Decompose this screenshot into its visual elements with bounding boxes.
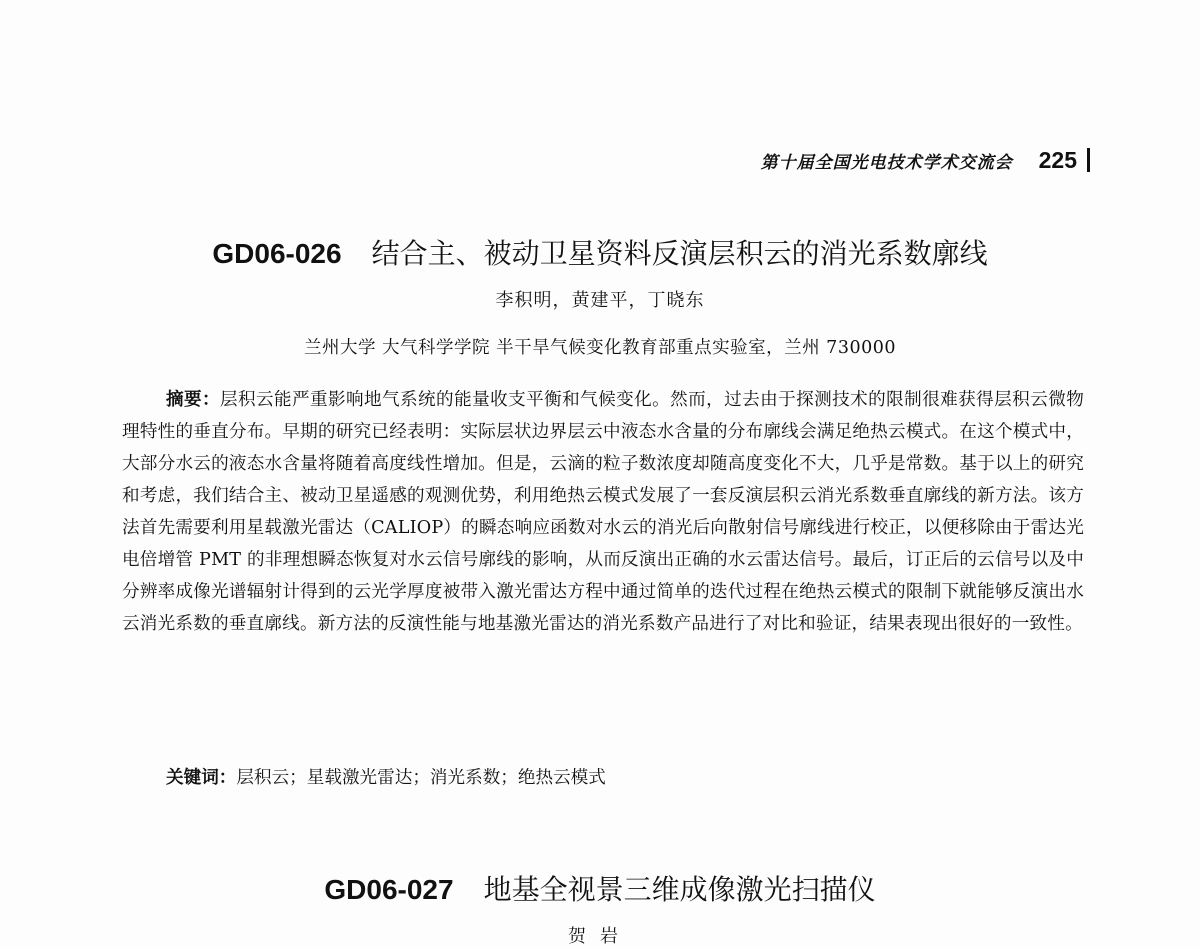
article-affiliation: 兰州大学 大气科学学院 半干旱气候变化教育部重点实验室，兰州 730000 — [304, 338, 896, 358]
article-title-2 — [0, 868, 1200, 908]
conference-name: 第十届全国光电技术学术交流会 — [760, 152, 1013, 173]
keywords-label: 关键词： — [166, 768, 237, 788]
article-title-text: 结合主、被动卫星资料反演层积云的消光系数廓线 — [371, 237, 988, 270]
abstract-label: 摘要： — [166, 390, 221, 410]
article-title — [0, 232, 1200, 272]
page-number: 225 — [1038, 146, 1077, 173]
abstract — [122, 384, 1084, 640]
running-header — [600, 140, 1090, 180]
article-authors-2: 贺岩 — [568, 926, 632, 947]
article-title-text-2: 地基全视景三维成像激光扫描仪 — [483, 873, 876, 906]
article-code: GD06-026 — [212, 238, 342, 269]
keywords — [166, 762, 1066, 794]
article-authors: 李积明，黄建平，丁晓东 — [495, 290, 705, 311]
article-code-2: GD06-027 — [324, 874, 454, 905]
keywords-text: 层积云；星载激光雷达；消光系数；绝热云模式 — [236, 768, 606, 788]
abstract-text: 层积云能严重影响地气系统的能量收支平衡和气候变化。然而，过去由于探测技术的限制很难获得层积云微物理特性的垂直分布。早期的研究已经表明：实际层状边界层云中液态水含量的分布廓线会满足绝热云模式。在这个模式中，大部分水云的液态水含量将随着高度线性增加。但是，云滴的粒子数浓度却随高度变化不大，几乎是常数。基于以上的研究和考虑，我们结合主、被动卫星遥感的观测优势，利用绝热云模式发展了一套反演层积云消光系数垂直廓线的新方法。该方法首先需要利用星载激光雷达（CALIOP）的瞬态响应函数对水云的消光后向散射信号廓线进行校正，以便移除由于雷达光电倍增管 PMT 的非理想瞬态恢复对水云信号廓线的影响，从而反演出正确的水云雷达信号。最后，订正后的云信号以及中分辨率成像光谱辐射计得到的云光学厚度被带入激光雷达方程中通过简单的迭代过程在绝热云模式的限制下就能够反演出水云消光系数的垂直廓线。新方法的反演性能与地基激光雷达的消光系数产品进行了对比和验证，结果表现出很好的一致性。 — [122, 390, 1084, 634]
header-rule — [1087, 148, 1090, 172]
